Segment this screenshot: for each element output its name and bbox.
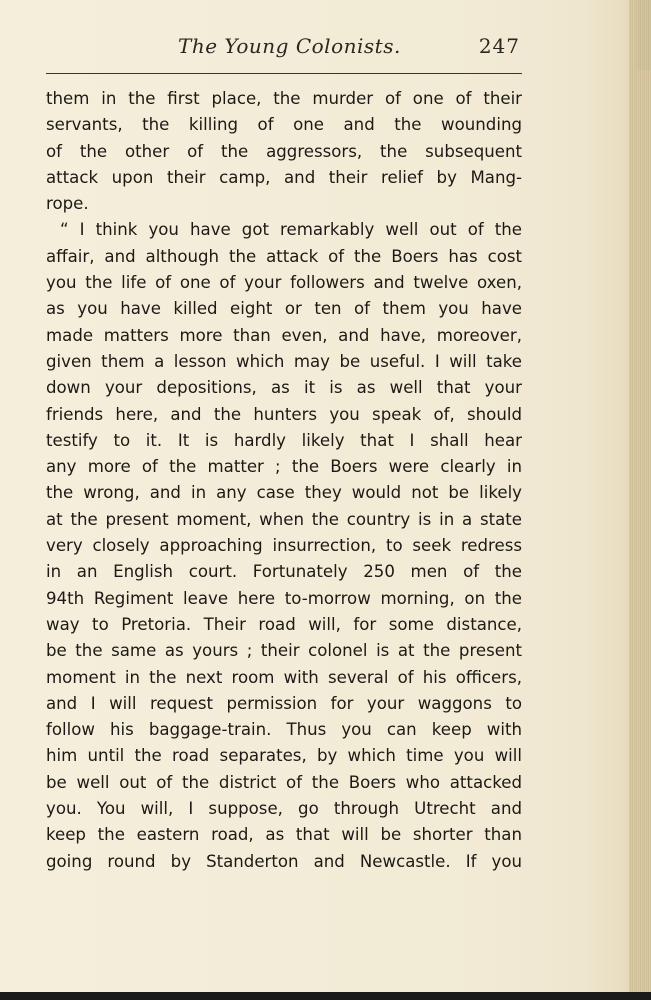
page-bottom-shadow (0, 992, 651, 1000)
text-line: friends here, and the hunters you speak of, should (46, 404, 522, 424)
text-line: him until the road separates, by which time you will (46, 746, 522, 766)
text-line: in an English court. Fortunately 250 men of the (46, 562, 522, 582)
text-line: servants, the killing of one and the wounding (46, 115, 522, 135)
header-rule (46, 73, 522, 74)
text-line: way to Pretoria. Their road will, for some distance, (46, 614, 522, 634)
text-line: at the present moment, when the country is in a state (46, 509, 522, 529)
text-line: given them a lesson which may be useful. I will take (46, 351, 522, 371)
text-line: moment in the next room with several of his officers, (46, 667, 522, 687)
page-header (46, 34, 524, 70)
text-line: as you have killed eight or ten of them you have (46, 299, 522, 319)
text-line: made matters more than even, and have, moreover, (46, 325, 522, 345)
text-line: keep the eastern road, as that will be shorter than (46, 825, 522, 845)
text-line: and I will request permission for your waggons to (46, 693, 522, 713)
running-head: The Young Colonists. (178, 34, 401, 58)
text-line: you the life of one of your followers and twelve oxen, (46, 273, 522, 293)
text-line: you. You will, I suppose, go through Utrecht and (46, 799, 522, 819)
page-number: 247 (478, 34, 520, 58)
text-line: rope. (46, 194, 89, 214)
text-line: affair, and although the attack of the Boers has cost (46, 246, 522, 266)
text-line: be well out of the district of the Boers who attacked (46, 772, 522, 792)
text-line: testify to it. It is hardly likely that I shall hear (46, 430, 522, 450)
text-line: attack upon their camp, and their relief by Mang- (46, 167, 522, 187)
text-line: down your depositions, as it is as well that your (46, 378, 522, 398)
text-line: “ I think you have got remarkably well out of the (60, 220, 522, 240)
text-line: any more of the matter ; the Boers were clearly in (46, 457, 522, 477)
text-line: follow his baggage-train. Thus you can keep with (46, 720, 522, 740)
text-line: them in the first place, the murder of one of their (46, 89, 522, 108)
text-line: very closely approaching insurrection, to seek redress (46, 536, 522, 556)
text-line: of the other of the aggressors, the subsequent (46, 141, 522, 161)
page-edge (629, 0, 651, 1000)
body-text (46, 86, 522, 875)
text-line: the wrong, and in any case they would not be likely (46, 483, 522, 503)
text-line: 94th Regiment leave here to-morrow morning, on the (46, 588, 522, 608)
text-line: going round by Standerton and Newcastle. If you (46, 851, 522, 871)
text-line: be the same as yours ; their colonel is at the present (46, 641, 522, 661)
